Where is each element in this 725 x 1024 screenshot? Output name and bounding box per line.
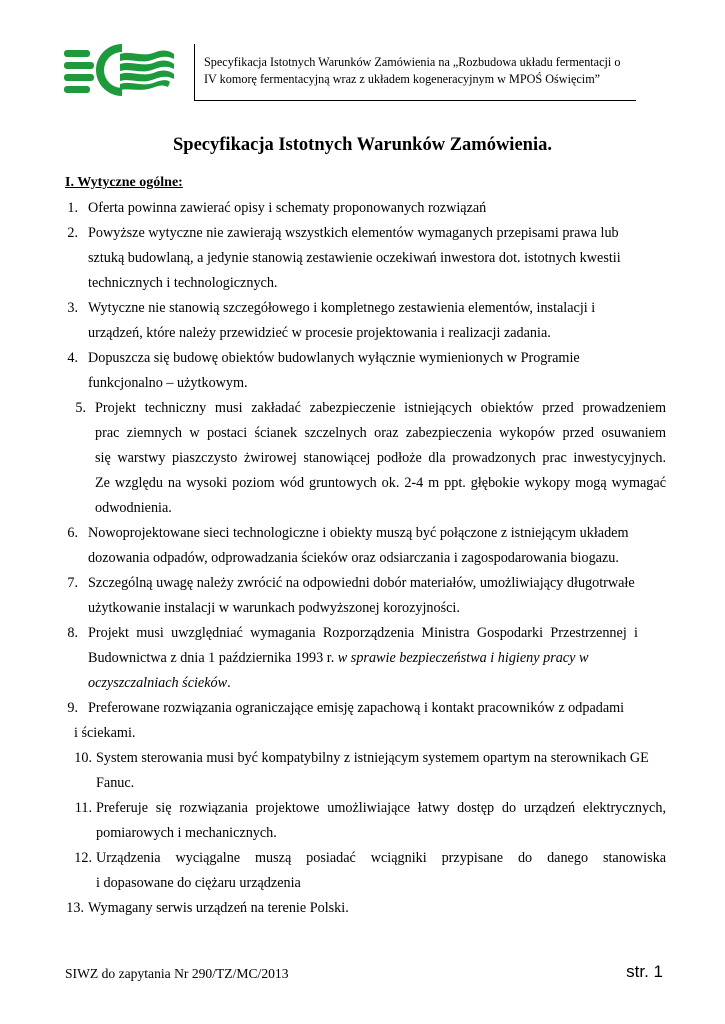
item-line: Wymagany serwis urządzeń na terenie Polski. — [88, 900, 349, 916]
item-line: Urządzenia wyciągalne muszą posiadać wciągniki przypisane do danego stanowiska — [96, 850, 666, 866]
item-line: prac ziemnych w postaci ścianek szczelnych oraz zabezpieczenia wykopów przed osuwaniem — [95, 425, 666, 441]
item-line — [88, 675, 231, 692]
item-line: dozowania odpadów, odprowadzania ścieków oraz odsiarczania i zagospodarowania biogazu. — [88, 550, 619, 566]
item-line: Szczególną uwagę należy zwrócić na odpowiedni dobór materiałów, umożliwiający długotrwałe — [88, 575, 635, 591]
header-vertical-rule — [194, 44, 195, 100]
item-number: 4. — [67, 350, 78, 366]
item-line: użytkowanie instalacji w warunkach podwyższonej korozyjności. — [88, 600, 460, 616]
footer-reference: SIWZ do zapytania Nr 290/TZ/MC/2013 — [65, 966, 289, 981]
item-number: 3. — [67, 300, 78, 316]
item-line — [88, 650, 588, 667]
item-line: System sterowania musi być kompatybilny z istniejącym systemem opartym na sterownikach GE — [96, 750, 649, 766]
item-line: technicznych i technologicznych. — [88, 275, 278, 291]
item-line: Preferuje się rozwiązania projektowe umożliwiające łatwy dostęp do urządzeń elektrycznych, — [96, 800, 666, 816]
header-horizontal-rule — [194, 100, 636, 101]
page-header — [60, 40, 636, 102]
item-line: funkcjonalno – użytkowym. — [88, 375, 248, 391]
item-number: 2. — [67, 225, 78, 241]
item-line: Fanuc. — [96, 775, 135, 791]
page-number: str. 1 — [626, 962, 663, 981]
item-line: Dopuszcza się budowę obiektów budowlanych wyłącznie wymienionych w Programie — [88, 350, 580, 366]
item-line: i ściekami. — [74, 725, 136, 741]
header-line-2: IV komorę fermentacyjną wraz z układem kogeneracyjnym w MPOŚ Oświęcim” — [204, 72, 601, 86]
item-number: 12. — [74, 850, 92, 866]
regulation-title: w sprawie bezpieczeństwa i higieny pracy w — [337, 650, 589, 666]
item-line: Nowoprojektowane sieci technologiczne i obiekty muszą być połączone z istniejącym układem — [88, 525, 629, 541]
item-line: Projekt musi uwzględniać wymagania Rozporządzenia Ministra Gospodarki Przestrzennej i — [88, 625, 638, 641]
item-line: urządzeń, które należy przewidzieć w procesie projektowania i realizacji zadania. — [88, 325, 551, 341]
item-text: Budownictwa z dnia 1 października 1993 r. — [88, 650, 338, 666]
item-line: sztuką budowlaną, a jedynie stanowią zestawienie oczekiwań inwestora dot. istotnych kwestii — [88, 250, 621, 266]
item-number: 8. — [67, 625, 78, 641]
item-line: i dopasowane do ciężaru urządzenia — [96, 875, 301, 891]
item-line: Preferowane rozwiązania ograniczające emisję zapachową i kontakt pracowników z odpadami — [88, 700, 625, 716]
item-line: Powyższe wytyczne nie zawierają wszystkich elementów wymaganych przepisami prawa lub — [88, 225, 619, 241]
item-number: 11. — [74, 800, 92, 816]
header-line-1: Specyfikacja Istotnych Warunków Zamówienia na „Rozbudowa układu fermentacji o — [204, 55, 621, 69]
item-line: Ze względu na wysoki poziom wód gruntowych ok. 2-4 m ppt. głębokie wykopy mogą wymagać — [95, 475, 666, 491]
item-line: się warstwy piaszczysto żwirowej stanowiącej podłoże dla prowadzonych prac inwestycyjnych. — [95, 450, 666, 466]
item-line: Wytyczne nie stanowią szczegółowego i kompletnego zestawienia elementów, instalacji i — [88, 300, 596, 316]
item-line: pomiarowych i mechanicznych. — [96, 825, 277, 841]
item-number: 9. — [67, 700, 78, 716]
item-number: 6. — [67, 525, 78, 541]
company-logo — [62, 42, 176, 96]
item-text: . — [227, 675, 231, 691]
item-number: 10. — [74, 750, 92, 766]
item-number: 13. — [66, 900, 84, 916]
item-number: 7. — [67, 575, 78, 591]
item-number: 1. — [67, 200, 78, 216]
item-number: 5. — [75, 400, 86, 416]
header-text — [204, 54, 644, 88]
item-line: Oferta powinna zawierać opisy i schematy proponowanych rozwiązań — [88, 200, 487, 216]
item-line: Projekt techniczny musi zakładać zabezpieczenie istniejących obiektów przed prowadzeniem — [95, 400, 666, 416]
section-heading: I. Wytyczne ogólne: — [65, 175, 183, 190]
regulation-title-cont: oczyszczalniach ścieków — [88, 675, 228, 691]
item-line: odwodnienia. — [95, 500, 172, 516]
document-title: Specyfikacja Istotnych Warunków Zamówienia. — [173, 135, 552, 155]
